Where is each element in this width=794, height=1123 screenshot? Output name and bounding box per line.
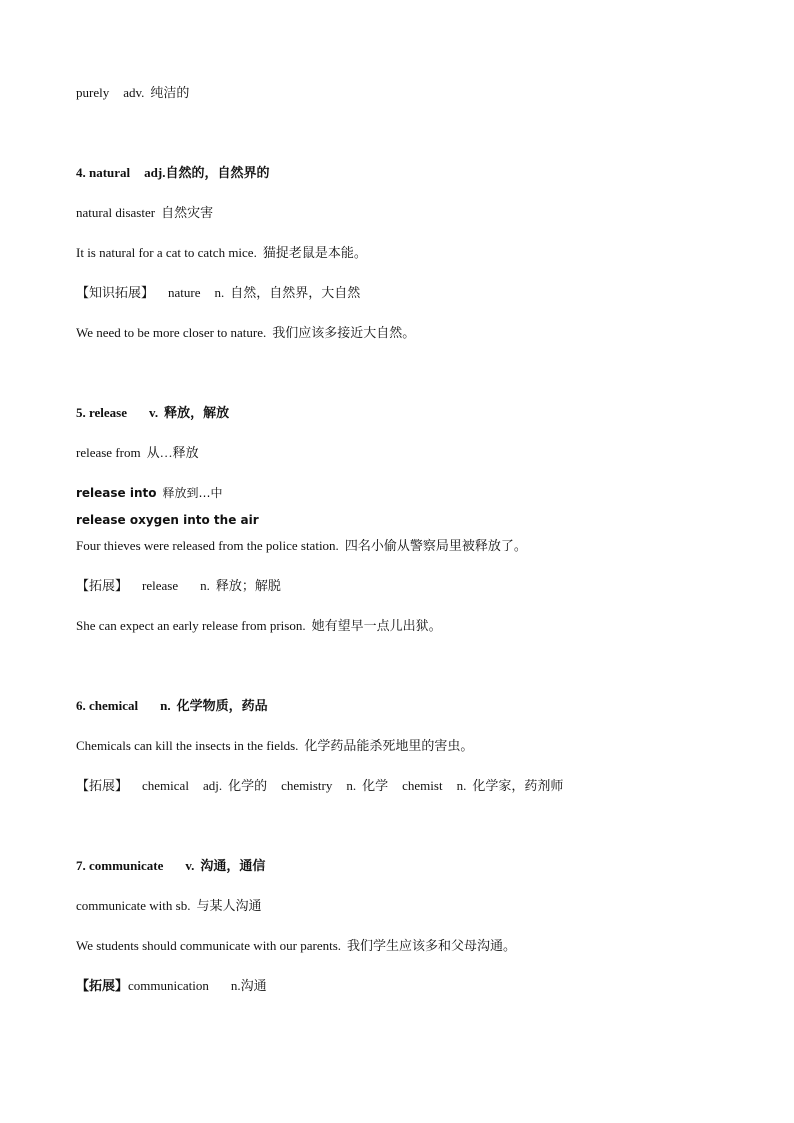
definition: 释放；解脱 — [215, 578, 281, 593]
definition: 化学物质，药品 — [176, 698, 268, 713]
example-sentence: Chemicals can kill the insects in the fields. — [76, 738, 299, 753]
translation: 化学药品能杀死地里的害虫。 — [304, 738, 474, 753]
definition: 化学 — [362, 778, 389, 793]
translation: 我们应该多接近大自然。 — [272, 325, 416, 340]
translation: 释放到…中 — [162, 486, 223, 500]
phrase-release-oxygen — [76, 512, 259, 528]
entry-purely — [76, 85, 189, 101]
part-of-speech: n. — [214, 285, 225, 300]
extension-label: 【拓展】 — [76, 778, 129, 793]
heading-term: 5. release — [76, 405, 128, 420]
definition: 化学的 — [228, 778, 268, 793]
definition: 沟通 — [240, 978, 267, 993]
definition: 化学家，药剂师 — [472, 778, 564, 793]
translation: 自然灾害 — [161, 205, 214, 220]
extension-nature — [76, 285, 360, 301]
example-nature — [76, 325, 415, 341]
term: chemist — [402, 778, 443, 793]
example-sentence: She can expect an early release from prison. — [76, 618, 306, 633]
part-of-speech: n. — [160, 698, 171, 713]
term: nature — [168, 285, 201, 300]
term: chemistry — [281, 778, 333, 793]
phrase-release-from — [76, 445, 199, 461]
part-of-speech: adj. — [202, 778, 223, 793]
part-of-speech: n. — [200, 578, 210, 593]
heading-communicate — [76, 858, 265, 874]
part-of-speech: v. — [149, 405, 159, 420]
translation: 四名小偷从警察局里被释放了。 — [344, 538, 527, 553]
heading-natural — [76, 165, 270, 181]
phrase: release from — [76, 445, 141, 460]
extension-release — [76, 578, 281, 594]
term: purely — [76, 85, 110, 100]
phrase: release into — [76, 486, 157, 500]
example-sentence: Four thieves were released from the police station. — [76, 538, 339, 553]
term: chemical — [142, 778, 189, 793]
example-release — [76, 538, 527, 554]
definition: 自然，自然界，大自然 — [230, 285, 361, 300]
example-chemical — [76, 738, 473, 754]
term: communication — [128, 978, 209, 993]
example-sentence: We students should communicate with our parents. — [76, 938, 342, 953]
part-of-speech: adv. — [123, 85, 145, 100]
translation: 我们学生应该多和父母沟通。 — [347, 938, 517, 953]
example-natural — [76, 245, 367, 261]
phrase-communicate-with — [76, 898, 261, 914]
extension-label: 【拓展】 — [76, 578, 129, 593]
heading-release — [76, 405, 229, 421]
part-of-speech: n. — [346, 778, 357, 793]
extension-label: 【知识拓展】 — [76, 285, 155, 300]
part-of-speech: v. — [185, 858, 195, 873]
definition: 释放，解放 — [164, 405, 230, 420]
part-of-speech: n. — [230, 978, 241, 993]
translation: 猫捉老鼠是本能。 — [262, 245, 367, 260]
part-of-speech: n. — [456, 778, 467, 793]
heading-chemical — [76, 698, 268, 714]
term: release — [142, 578, 179, 593]
translation: 她有望早一点儿出狱。 — [311, 618, 442, 633]
extension-communication — [76, 978, 267, 994]
example-sentence: It is natural for a cat to catch mice. — [76, 245, 257, 260]
translation: 与某人沟通 — [196, 898, 262, 913]
part-of-speech: adj. — [144, 165, 166, 180]
phrase: communicate with sb. — [76, 898, 191, 913]
phrase-natural-disaster — [76, 205, 213, 221]
heading-term: 4. natural — [76, 165, 131, 180]
example-release-noun — [76, 618, 442, 634]
phrase: release oxygen into the air — [76, 513, 259, 527]
example-sentence: We need to be more closer to nature. — [76, 325, 267, 340]
phrase: natural disaster — [76, 205, 156, 220]
definition: 自然的，自然界的 — [165, 165, 270, 180]
heading-term: 6. chemical — [76, 698, 139, 713]
heading-term: 7. communicate — [76, 858, 164, 873]
definition: 沟通，通信 — [200, 858, 266, 873]
extension-label: 【拓展】 — [76, 978, 129, 993]
translation: 从…释放 — [146, 445, 199, 460]
phrase-release-into — [76, 485, 223, 501]
extension-chemical — [76, 778, 563, 794]
example-communicate — [76, 938, 516, 954]
definition: 纯洁的 — [150, 85, 190, 100]
